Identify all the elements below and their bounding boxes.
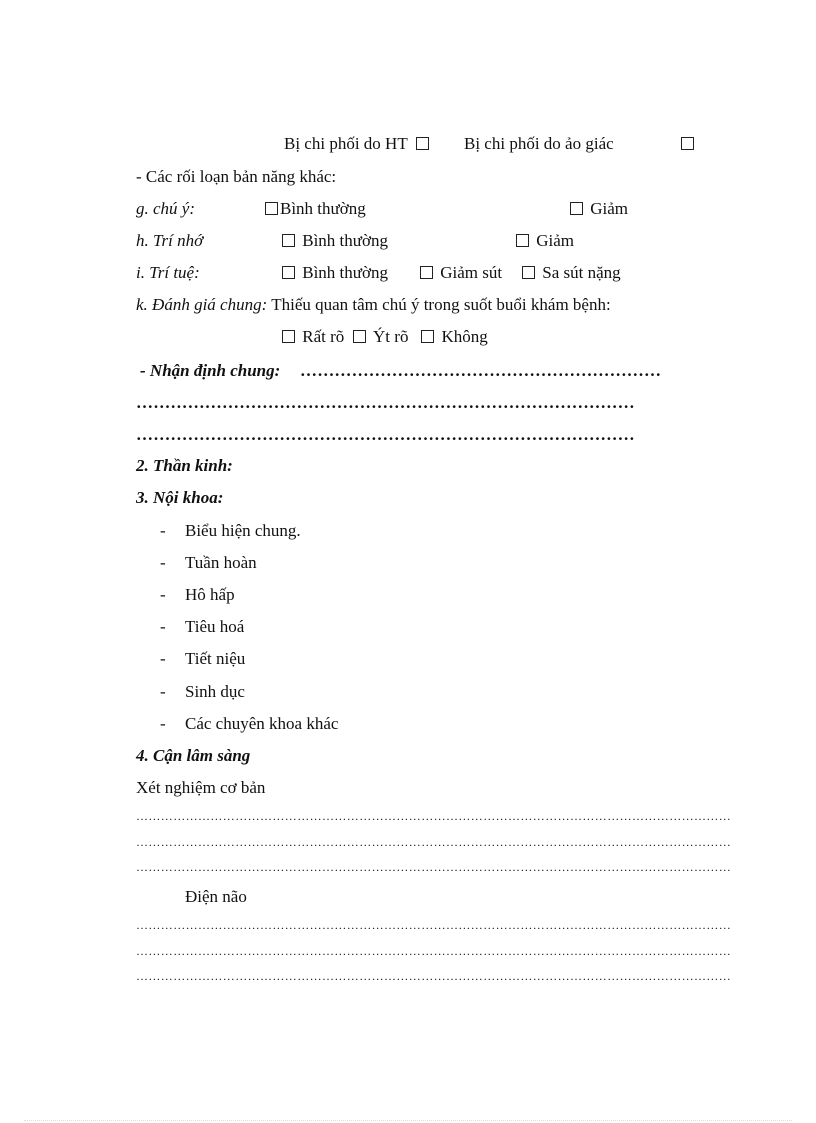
eval-option-little[interactable]: Ýt rõ (353, 327, 409, 346)
list-bullet: - (160, 521, 166, 540)
checkbox-intellect-severe[interactable] (522, 266, 535, 279)
intellect-option-decline[interactable]: Giảm sút (420, 263, 502, 283)
general-evaluation-label: k. Đánh giá chung: (136, 295, 268, 314)
section-internal-medicine-title: 3. Nội khoa: (136, 488, 224, 507)
list-item-text: Sinh dục (185, 682, 245, 701)
intellect-label: i. Trí tuệ: (136, 263, 200, 282)
checkbox-memory-normal[interactable] (282, 234, 295, 247)
checkbox-attention-decrease[interactable] (570, 202, 583, 215)
checkbox-intellect-normal[interactable] (282, 266, 295, 279)
list-bullet: - (160, 585, 166, 604)
list-bullet: - (160, 682, 166, 701)
list-bullet: - (160, 617, 166, 636)
attention-label: g. chú ý: (136, 199, 196, 218)
intellect-option-severe[interactable]: Sa sút nặng (522, 263, 621, 283)
eval-option-none[interactable]: Không (421, 327, 488, 346)
list-item-text: Các chuyên khoa khác (185, 714, 339, 733)
general-assessment-dots-2[interactable]: …………………………………………………………………………… (136, 393, 635, 412)
section-paraclinical-title: 4. Cận lâm sàng (136, 746, 251, 765)
eeg-dots-3[interactable]: ……………………………………………………………………………………………………………………………… (136, 970, 732, 982)
eeg-dots-2[interactable]: ……………………………………………………………………………………………………………………………… (136, 945, 732, 957)
general-evaluation-row (136, 295, 611, 315)
general-assessment-label: - Nhận định chung: (140, 361, 281, 380)
memory-label: h. Trí nhớ (136, 231, 204, 250)
memory-option-decrease[interactable]: Giảm (516, 231, 574, 251)
eeg-dots-1[interactable]: ……………………………………………………………………………………………………………………………… (136, 919, 732, 931)
basic-tests-dots-3[interactable]: ……………………………………………………………………………………………………………………………… (136, 861, 732, 873)
intellect-option-normal[interactable]: Bình thường (282, 263, 388, 283)
list-item-text: Tiêu hoá (185, 617, 245, 636)
basic-tests-dots-1[interactable]: ……………………………………………………………………………………………………………………………… (136, 810, 732, 822)
checkbox-controlled-by-hallucination[interactable] (681, 137, 694, 150)
eeg-label: Điện não (185, 887, 247, 906)
page-bottom-rule (24, 1120, 792, 1121)
list-bullet: - (160, 553, 166, 572)
basic-tests-label: Xét nghiệm cơ bản (136, 778, 266, 797)
general-assessment-dots-1[interactable]: ……………………………………………………… (300, 361, 662, 380)
general-evaluation-text: Thiếu quan tâm chú ý trong suốt buổi khám bệnh: (271, 295, 611, 314)
other-disorders-heading: - Các rối loạn bản năng khác: (136, 167, 337, 186)
checkbox-eval-clear[interactable] (282, 330, 295, 343)
checkbox-eval-little[interactable] (353, 330, 366, 343)
checkbox-eval-none[interactable] (421, 330, 434, 343)
option-controlled-by-ht[interactable]: Bị chi phối do HT (284, 134, 432, 154)
checkbox-attention-normal[interactable] (265, 202, 278, 215)
memory-option-normal[interactable]: Bình thường (282, 231, 388, 251)
option-controlled-by-hallucination-label: Bị chi phối do ảo giác (464, 134, 614, 153)
general-evaluation-options (282, 327, 488, 347)
list-item-text: Tiết niệu (185, 649, 246, 668)
checkbox-controlled-by-ht[interactable] (416, 137, 429, 150)
list-bullet: - (160, 714, 166, 733)
basic-tests-dots-2[interactable]: ……………………………………………………………………………………………………………………………… (136, 836, 732, 848)
list-bullet: - (160, 649, 166, 668)
eval-option-clear[interactable]: Rất rõ (282, 327, 344, 346)
list-item-text: Hô hấp (185, 585, 235, 604)
attention-option-decrease[interactable]: Giảm (570, 199, 628, 219)
checkbox-intellect-decline[interactable] (420, 266, 433, 279)
checkbox-memory-decrease[interactable] (516, 234, 529, 247)
list-item-text: Tuần hoàn (185, 553, 257, 572)
list-item-text: Biểu hiện chung. (185, 521, 301, 540)
general-assessment-dots-3[interactable]: …………………………………………………………………………… (136, 425, 635, 444)
section-neurology-title: 2. Thần kinh: (136, 456, 233, 475)
attention-option-normal[interactable]: Bình thường (265, 199, 366, 219)
